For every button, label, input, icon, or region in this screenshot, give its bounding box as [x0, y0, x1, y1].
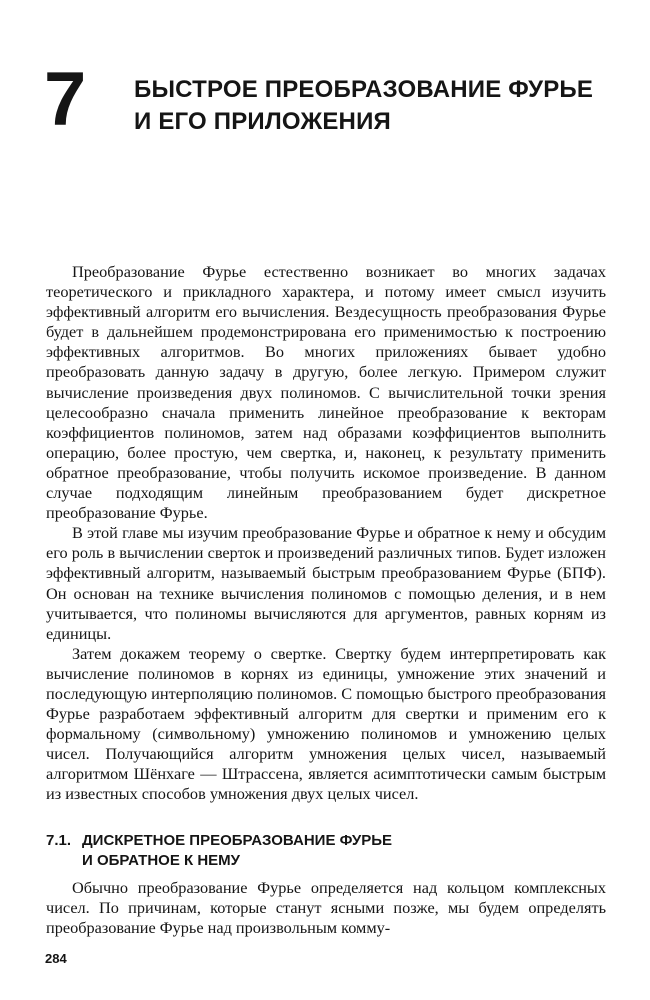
intro-paragraph-1: Преобразование Фурье естественно возникает во многих задачах теоретического и прикладного характера, и потому имеет смысл изучить эффективный алгоритм его вычисления. Вездесущность преобразования Фурье будет в дальнейшем продемонстрирована его применимостью к построению эффективных алгоритмов. Во многих приложениях бывает удобно преобразовать данную задачу в другую, более легкую. Примером служит вычисление произведения двух полиномов. С вычислительной точки зрения целесообразно сначала применить линейное преобразование к векторам коэффициентов полиномов, затем над образами коэффициентов выполнить операцию, более простую, чем свертка, и, наконец, к результату применить обратное преобразование, чтобы получить искомое произведение. В данном случае подходящим линейным преобразованием будет дискретное преобразование Фурье. — [46, 262, 606, 523]
section-title-line-1: ДИСКРЕТНОЕ ПРЕОБРАЗОВАНИЕ ФУРЬЕ — [82, 832, 392, 849]
section-heading — [46, 831, 392, 871]
chapter-introduction — [46, 262, 606, 805]
section-title-line-2: И ОБРАТНОЕ К НЕМУ — [82, 852, 240, 869]
intro-paragraph-2: В этой главе мы изучим преобразование Фурье и обратное к нему и обсудим его роль в вычислении сверток и произведений различных типов. Будет изложен эффективный алгоритм, называемый быстрым преобразованием Фурье (БПФ). Он основан на технике вычисления полиномов с помощью деления, и в нем учитывается, что полиномы вычисляются для аргументов, равных корням из единицы. — [46, 523, 606, 643]
section-number: 7.1. — [46, 832, 72, 849]
section-paragraph: Обычно преобразование Фурье определяется над кольцом комплексных чисел. По причинам, которые станут ясными позже, мы будем определять преобразование Фурье над произвольным комму- — [46, 878, 606, 938]
chapter-title-line-2: И ЕГО ПРИЛОЖЕНИЯ — [134, 108, 391, 135]
chapter-number: 7 — [44, 57, 87, 142]
page-number: 284 — [45, 951, 67, 966]
intro-paragraph-3: Затем докажем теорему о свертке. Свертку будем интерпретировать как вычисление полиномов в корнях из единицы, умножение этих значений и последующую интерполяцию полиномов. С помощью быстрого преобразования Фурье разработаем эффективный алгоритм для свертки и применим его к формальному (символьному) умножению полиномов и умножению целых чисел. Получающийся алгоритм умножения целых чисел, называемый алгоритмом Шёнхаге — Штрассена, является асимптотически самым быстрым из известных способов умножения двух целых чисел. — [46, 643, 606, 804]
section-body — [46, 878, 606, 938]
chapter-title-line-1: БЫСТРОЕ ПРЕОБРАЗОВАНИЕ ФУРЬЕ — [134, 76, 594, 103]
chapter-title — [134, 74, 624, 138]
